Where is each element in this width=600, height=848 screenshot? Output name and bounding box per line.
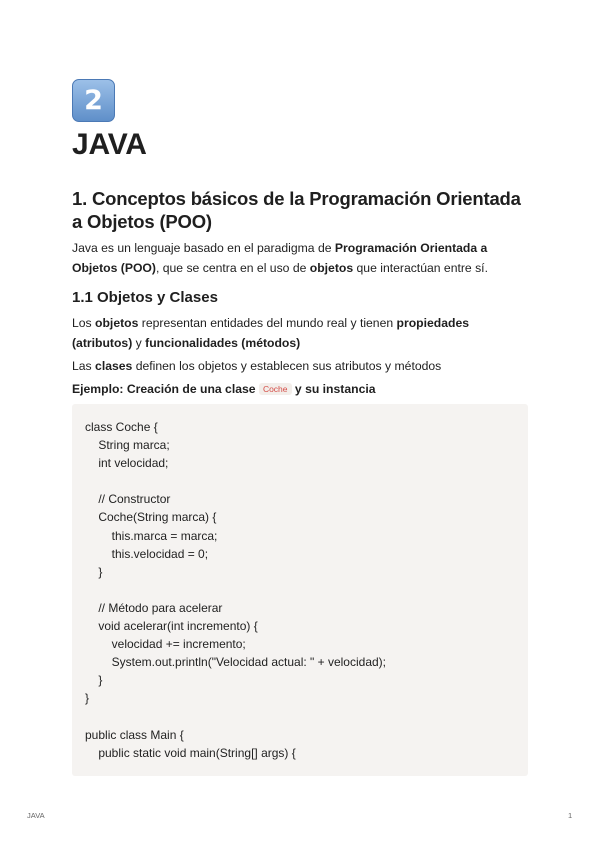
intro-text-2: , que se centra en el uso de [155, 261, 310, 275]
classes-text-2: definen los objetos y establecen sus atributos y métodos [132, 359, 442, 373]
code-line: Coche(String marca) { [85, 510, 217, 525]
classes-paragraph [72, 356, 532, 376]
page-title: JAVA [72, 128, 147, 161]
example-text-2: y su instancia [291, 382, 376, 396]
code-line: public class Main { [85, 727, 184, 742]
intro-bold-poo: Programación Orientada a Objetos (POO) [72, 241, 488, 275]
code-line [85, 472, 528, 490]
code-line: String marca; [85, 438, 170, 453]
code-block [72, 404, 528, 776]
objects-text-1: Los [72, 316, 96, 330]
code-line: int velocidad; [85, 456, 169, 471]
code-line: } [85, 691, 90, 706]
footer-title: JAVA [27, 811, 45, 820]
objects-text-3: y [132, 336, 146, 350]
example-text-1: Ejemplo: Creación de una clase [72, 382, 259, 396]
code-line: this.velocidad = 0; [85, 546, 209, 561]
objects-paragraph [72, 313, 532, 353]
code-line: void acelerar(int incremento) { [85, 619, 258, 634]
code-line: public static void main(String[] args) { [85, 745, 296, 760]
subsection-heading: 1.1 Objetos y Clases [72, 289, 218, 306]
code-line: this.marca = marca; [85, 528, 218, 543]
code-line: } [85, 564, 103, 579]
intro-text-3: que interactúan entre sí. [353, 261, 488, 275]
objects-bold-funcionalidades: funcionalidades (métodos) [145, 336, 301, 350]
code-line: } [85, 673, 103, 688]
objects-bold-objetos: objetos [95, 316, 139, 330]
code-line: // Método para acelerar [85, 600, 223, 615]
classes-bold-clases: clases [95, 359, 133, 373]
section-heading: 1. Conceptos básicos de la Programación Orientada a Objetos (POO) [72, 188, 521, 232]
code-line [85, 581, 528, 599]
example-heading [72, 382, 376, 396]
objects-text-2: representan entidades del mundo real y tienen [138, 316, 397, 330]
page-number: 1 [568, 811, 573, 820]
intro-text-1: Java es un lenguaje basado en el paradigma de [72, 241, 335, 255]
intro-bold-objetos: objetos [309, 261, 354, 275]
number-2-icon: 2 [72, 79, 115, 122]
code-line: velocidad += incremento; [85, 637, 246, 652]
intro-paragraph [72, 238, 532, 278]
inline-code-coche: Coche [259, 383, 292, 395]
code-line: // Constructor [85, 492, 171, 507]
code-line: System.out.println("Velocidad actual: " + velocidad); [85, 655, 387, 670]
objects-bold-propiedades: propiedades (atributos) [72, 316, 469, 350]
code-line: class Coche { [85, 420, 158, 434]
code-line [85, 708, 528, 726]
classes-text-1: Las [72, 359, 96, 373]
